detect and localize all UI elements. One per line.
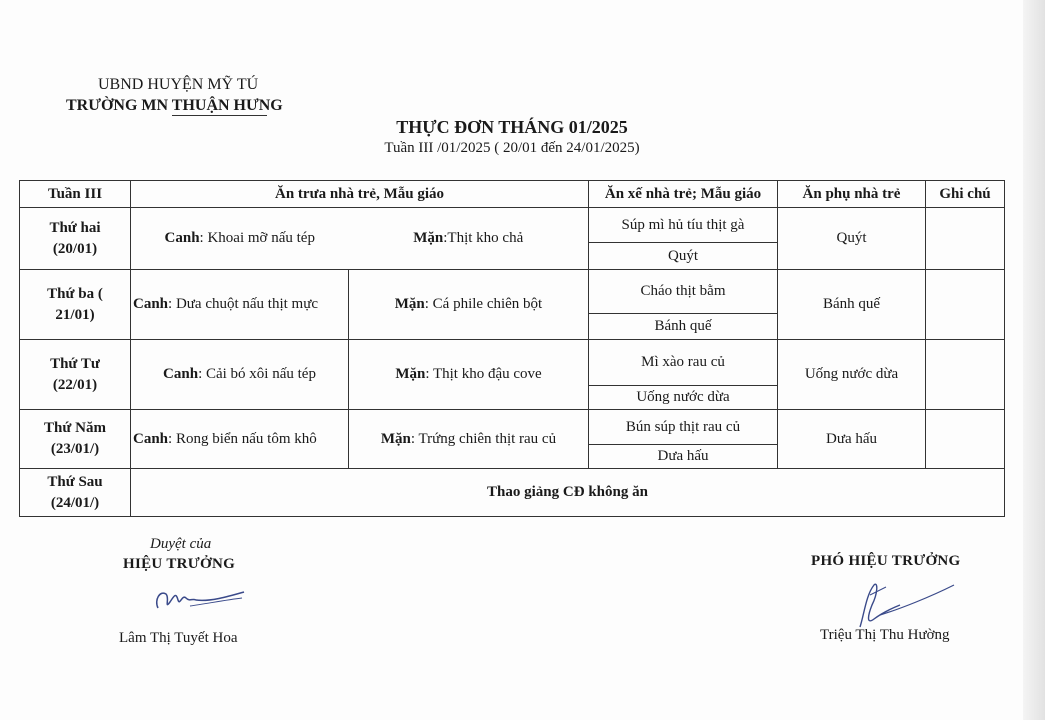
snack-cell: Quýt <box>778 208 926 270</box>
day-cell: Thứ Sau (24/01/) <box>20 469 131 517</box>
afternoon-meal-cell: Cháo thịt bằm <box>589 270 778 314</box>
table-row <box>20 410 1005 445</box>
col-note: Ghi chú <box>926 181 1005 208</box>
school-underline <box>172 115 267 116</box>
afternoon-fruit-cell: Uống nước dừa <box>589 386 778 410</box>
afternoon-fruit-cell: Bánh quế <box>589 314 778 340</box>
afternoon-meal-cell: Mì xào rau củ <box>589 340 778 386</box>
soup-cell: Canh: Rong biển nấu tôm khô <box>131 410 349 469</box>
table-row <box>20 469 1005 517</box>
table-row <box>20 270 1005 314</box>
note-cell <box>926 410 1005 469</box>
main-dish-cell: Mặn:Thịt kho chả <box>349 208 589 270</box>
col-afternoon: Ăn xế nhà trẻ; Mẫu giáo <box>589 181 778 208</box>
vice-principal-signature-icon <box>830 575 960 635</box>
authority-name: UBND HUYỆN MỸ TÚ <box>98 76 259 93</box>
menu-title: THỰC ĐƠN THÁNG 01/2025 <box>396 117 628 137</box>
note-cell <box>926 270 1005 340</box>
snack-cell: Bánh quế <box>778 270 926 340</box>
afternoon-meal-cell: Súp mì hủ tíu thịt gà <box>589 208 778 243</box>
principal-title: HIỆU TRƯỞNG <box>123 556 236 572</box>
principal-signature-icon <box>150 580 250 620</box>
soup-cell: Canh: Dưa chuột nấu thịt mực <box>131 270 349 340</box>
menu-table <box>19 180 1005 517</box>
col-snack: Ăn phụ nhà trẻ <box>778 181 926 208</box>
main-dish-cell: Mặn: Cá phile chiên bột <box>349 270 589 340</box>
menu-subtitle: Tuần III /01/2025 ( 20/01 đến 24/01/2025) <box>384 140 640 156</box>
afternoon-meal-cell: Bún súp thịt rau củ <box>589 410 778 445</box>
page-edge <box>1023 0 1045 720</box>
note-cell <box>926 208 1005 270</box>
main-dish-cell: Mặn: Thịt kho đậu cove <box>349 340 589 410</box>
col-week: Tuần III <box>20 181 131 208</box>
day-cell: Thứ Tư (22/01) <box>20 340 131 410</box>
principal-name: Lâm Thị Tuyết Hoa <box>119 630 238 646</box>
main-dish-cell: Mặn: Trứng chiên thịt rau củ <box>349 410 589 469</box>
day-cell: Thứ Năm (23/01/) <box>20 410 131 469</box>
afternoon-fruit-cell: Quýt <box>589 243 778 270</box>
vice-principal-name: Triệu Thị Thu Hường <box>820 627 950 643</box>
table-row <box>20 340 1005 386</box>
soup-cell: Canh: Khoai mỡ nấu tép <box>131 208 349 270</box>
vice-principal-title: PHÓ HIỆU TRƯỞNG <box>811 553 961 569</box>
col-lunch: Ăn trưa nhà trẻ, Mẫu giáo <box>131 181 589 208</box>
snack-cell: Uống nước dừa <box>778 340 926 410</box>
table-header-row <box>20 181 1005 208</box>
no-meal-note: Thao giảng CĐ không ăn <box>131 469 1005 517</box>
soup-cell: Canh: Cải bó xôi nấu tép <box>131 340 349 410</box>
school-name: TRƯỜNG MN THUẬN HƯNG <box>66 97 283 114</box>
approved-label: Duyệt của <box>150 536 212 552</box>
table-row <box>20 208 1005 243</box>
day-cell: Thứ hai (20/01) <box>20 208 131 270</box>
note-cell <box>926 340 1005 410</box>
day-cell: Thứ ba ( 21/01) <box>20 270 131 340</box>
snack-cell: Dưa hấu <box>778 410 926 469</box>
afternoon-fruit-cell: Dưa hấu <box>589 445 778 469</box>
